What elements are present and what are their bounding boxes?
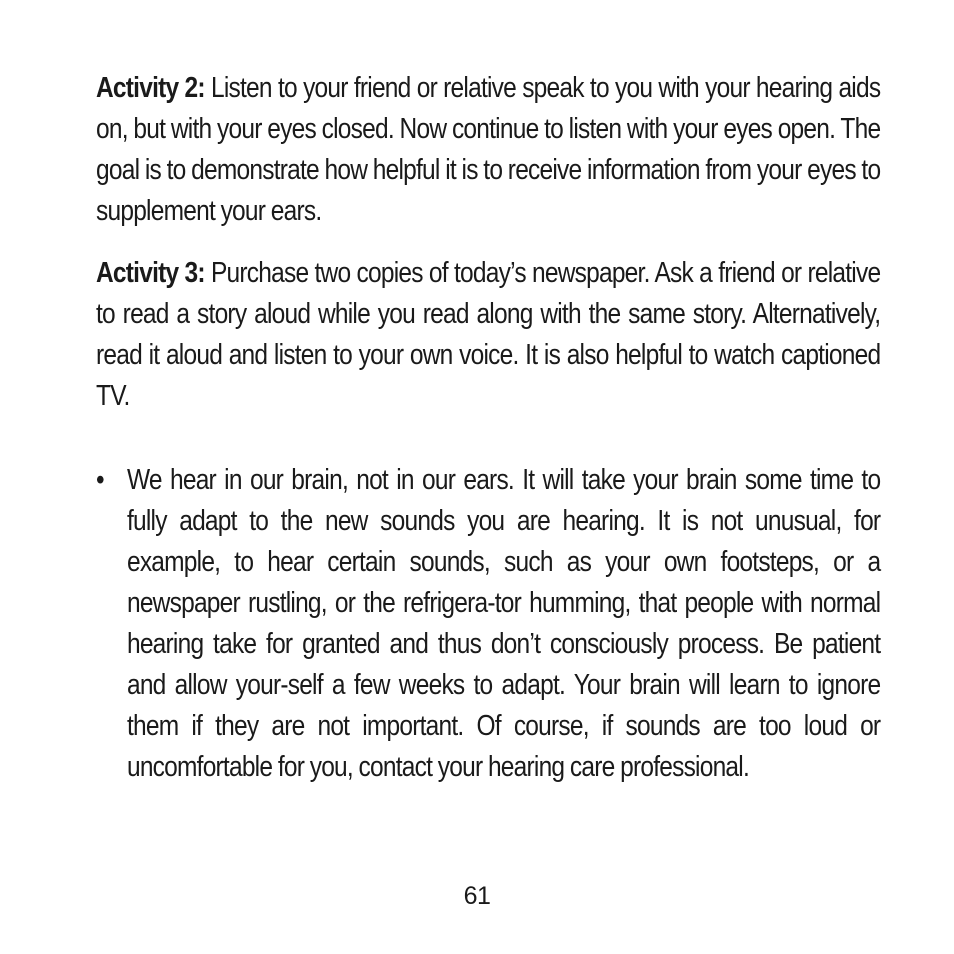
bullet-text: We hear in our brain, not in our ears. It will take your brain some time to fully adapt to the new sounds you are hearing. It is not unusual, for example, to hear certain sounds, such as your own footsteps, or a newspaper rustling, or the refrigera-tor humming, that people with normal hearing take for granted and thus don’t consciously process. Be patient and allow your-self a few weeks to adapt. Your brain will learn to ignore them if they are not important. Of course, if sounds are too loud or uncomfortable for you, contact your hearing care professional. [126,464,881,783]
activity-3-paragraph [96,253,880,417]
activity-2-paragraph [96,68,880,232]
page-number: 61 [463,882,491,910]
activity-3-label: Activity 3: [96,257,205,289]
activity-2-label: Activity 2: [96,72,205,104]
bullet-list [96,460,880,788]
bullet-icon: • [96,464,104,496]
activity-3-text: Purchase two copies of today’s newspaper. Ask a friend or relative to read a story aloud while you read along with the same story. Alternatively, read it aloud and listen to your own voice. It is also helpful to watch captioned TV. [96,257,881,412]
list-item [96,460,880,788]
page-body [96,68,880,788]
activity-2-text: Listen to your friend or relative speak to you with your hearing aids on, but with your eyes closed. Now continue to listen with your eyes open. The goal is to demonstrate how helpful it is to receive information from your eyes to supplement your ears. [96,72,881,227]
